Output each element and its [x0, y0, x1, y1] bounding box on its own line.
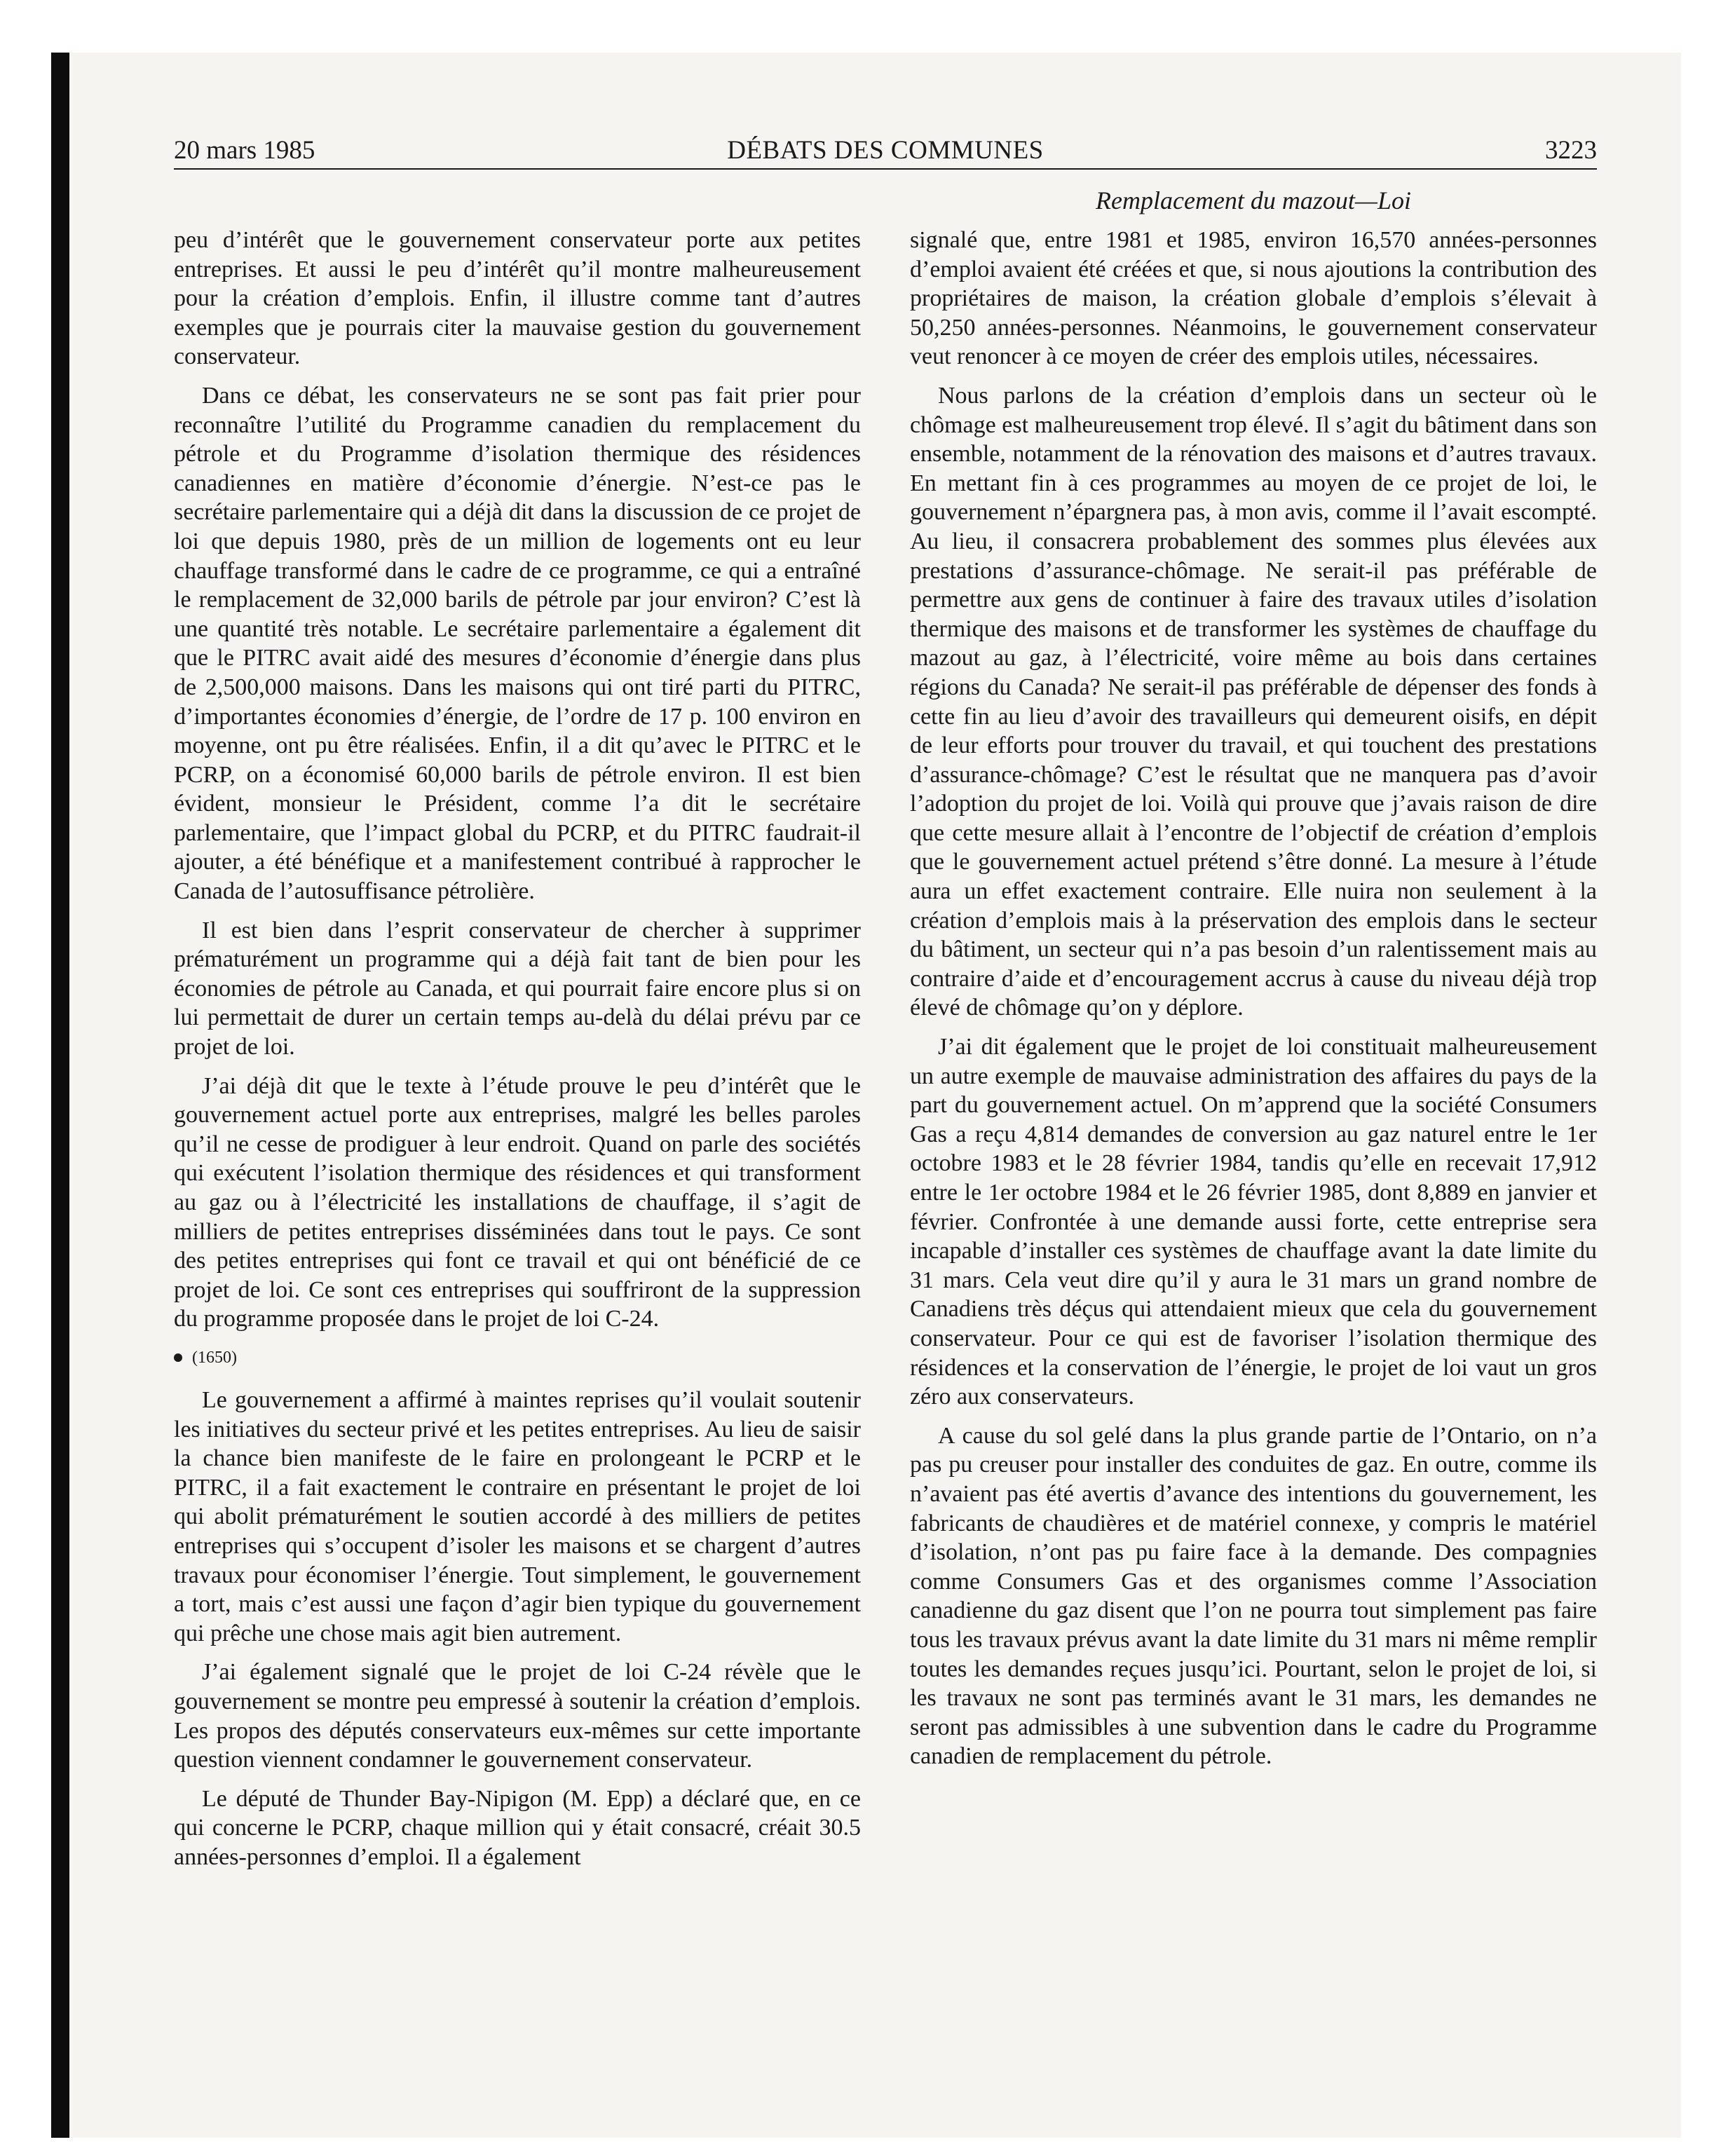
- binding-edge: [51, 53, 69, 2138]
- right-column: [910, 226, 1597, 1781]
- paragraph: J’ai dit également que le projet de loi constituait malheureusement un autre exemple de mauvaise administration des affaires du pays de la part du gouvernement actuel. On m’apprend que la société Consumers Gas a reçu 4,814 demandes de conversion au gaz naturel entre le 1er octobre 1983 et le 28 février 1984, tandis qu’elle en recevait 17,912 entre le 1er octobre 1984 et le 26 février 1985, dont 8,889 en janvier et février. Confrontée à une demande aussi forte, cette entreprise sera incapable d’installer ces systèmes de chauffage avant la date limite du 31 mars. Cela veut dire qu’il y aura le 31 mars un grand nombre de Canadiens très déçus qui attendaient mieux que cela du gouvernement conservateur. Pour ce qui est de favoriser l’isolation thermique des résidences et la conservation de l’énergie, le projet de loi vaut un gros zéro aux conservateurs.: [910, 1034, 1597, 1410]
- page-number: 3223: [1545, 136, 1597, 165]
- paragraph: Nous parlons de la création d’emplois dans un secteur où le chômage est malheureusement trop élevé. Il s’agit du bâtiment dans son ensemble, notamment de la rénovation des maisons et d’autres travaux. En mettant fin à ces programmes au moyen de ce projet de loi, le gouvernement n’épargnera pas, à mon avis, comme il l’avait escompté. Au lieu, il consacrera probablement des sommes plus élevées aux prestations d’assurance-chômage. Ne serait-il pas préférable de permettre aux gens de continuer à faire des travaux utiles d’isolation thermique des maisons et de transformer les systèmes de chauffage du mazout au gaz, à l’électricité, voire même au bois dans certaines régions du Canada? Ne serait-il pas préférable de dépenser des fonds à cette fin au lieu d’avoir des travailleurs qui demeurent oisifs, en dépit de leur efforts pour trouver du travail, et qui touchent des prestations d’assurance-chômage? C’est le résultat que ne manquera pas d’avoir l’adoption du projet de loi. Voilà qui prouve que j’avais raison de dire que cette mesure allait à l’encontre de l’objectif de création d’emplois que le gouvernement actuel prétend s’être donné. La mesure à l’étude aura un effet exactement contraire. Elle nuira non seulement à la création d’emplois mais à la préservation des emplois dans le secteur du bâtiment, un secteur qui n’a pas besoin d’un ralentissement mais au contraire d’aide et d’encouragement accrus à cause du niveau déjà trop élevé de chômage qu’on y déplore.: [910, 382, 1597, 1021]
- paragraph: Le gouvernement a affirmé à maintes reprises qu’il voulait soutenir les initiatives du secteur privé et les petites entreprises. Au lieu de saisir la chance bien manifeste de le faire en prolongeant le PCRP et le PITRC, il a fait exactement le contraire en présentant le projet de loi qui abolit prématurément le soutien accordé à des milliers de petites entreprises qui s’occupent d’isoler les maisons et se chargent d’autres travaux pour économiser l’énergie. Tout simplement, le gouvernement a tort, mais c’est aussi une façon d’agir bien typique du gouvernement qui prêche une chose mais agit bien autrement.: [174, 1386, 861, 1646]
- time-marker: [174, 1344, 861, 1372]
- header-title: DÉBATS DES COMMUNES: [727, 136, 1044, 165]
- time-marker-label: (1650): [192, 1348, 237, 1367]
- paragraph: peu d’intérêt que le gouvernement conservateur porte aux petites entreprises. Et aussi le peu d’intérêt qu’il montre malheureusement pour la création d’emplois. Enfin, il illustre comme tant d’autres exemples que je pourrais citer la mauvaise gestion du gouvernement conservateur.: [174, 227, 861, 370]
- paragraph: J’ai déjà dit que le texte à l’étude prouve le peu d’intérêt que le gouvernement actuel porte aux entreprises, malgré les belles paroles qu’il ne cesse de prodiguer à leur endroit. Quand on parle des sociétés qui exécutent l’isolation thermique des résidences et qui transforment au gaz ou à l’électricité les installations de chauffage, il s’agit de milliers de petites entreprises disséminées dans tout le pays. Ce sont des petites entreprises qui font ce travail et qui ont bénéficié de ce projet de loi. Ce sont ces entreprises qui souffriront de la suppression du programme proposée dans le projet de loi C-24.: [174, 1072, 861, 1332]
- header-date: 20 mars 1985: [174, 136, 315, 165]
- left-column: [174, 226, 861, 1881]
- paragraph: J’ai également signalé que le projet de loi C-24 révèle que le gouvernement se montre peu empressé à soutenir la création d’emplois. Les propos des députés conservateurs eux-mêmes sur cette importante question viennent condamner le gouvernement conservateur.: [174, 1659, 861, 1773]
- section-title: Remplacement du mazout—Loi: [1096, 186, 1411, 214]
- paragraph: Dans ce débat, les conservateurs ne se sont pas fait prier pour reconnaître l’utilité du Programme canadien du remplacement du pétrole et du Programme d’isolation thermique des résidences canadiennes en matière d’économie d’énergie. N’est-ce pas le secrétaire parlementaire qui a déjà dit dans la discussion de ce projet de loi que depuis 1980, près de un million de logements ont eu leur chauffage transformé dans le cadre de ce programme, ce qui a entraîné le remplacement de 32,000 barils de pétrole par jour environ? C’est là une quantité très notable. Le secrétaire parlementaire a également dit que le PITRC avait aidé des mesures d’économie d’énergie dans plus de 2,500,000 maisons. Dans les maisons qui ont tiré parti du PITRC, d’importantes économies d’énergie, de l’ordre de 17 p. 100 environ en moyenne, ont pu être réalisées. Enfin, il a dit qu’avec le PITRC et le PCRP, on a économisé 60,000 barils de pétrole environ. Il est bien évident, monsieur le Président, comme l’a dit le secrétaire parlementaire, que l’impact global du PCRP, et du PITRC faudrait-il ajouter, a été bénéfique et a manifestement contribué à rapprocher le Canada de l’autosuffisance pétrolière.: [174, 382, 861, 905]
- paragraph: Le député de Thunder Bay-Nipigon (M. Epp) a déclaré que, en ce qui concerne le PCRP, chaque million qui y était consacré, créait 30.5 années-personnes d’emploi. Il a également: [174, 1785, 861, 1870]
- paragraph: signalé que, entre 1981 et 1985, environ 16,570 années-personnes d’emploi avaient été créées et que, si nous ajoutions la contribution des propriétaires de maison, la création globale d’emplois s’élevait à 50,250 années-personnes. Néanmoins, le gouvernement conservateur veut renoncer à ce moyen de créer des emplois utiles, nécessaires.: [910, 227, 1597, 370]
- paragraph: Il est bien dans l’esprit conservateur de chercher à supprimer prématurément un programme qui a déjà fait tant de bien pour les économies de pétrole au Canada, et qui pourrait faire encore plus si on lui permettait de durer un certain temps au-delà du délai prévu par ce projet de loi.: [174, 917, 861, 1060]
- running-head: [174, 133, 1597, 170]
- bullet-dot-icon: [174, 1353, 182, 1362]
- paragraph: A cause du sol gelé dans la plus grande partie de l’Ontario, on n’a pas pu creuser pour installer des conduites de gaz. En outre, comme ils n’avaient pas été avertis d’avance des intentions du gouvernement, les fabricants de chaudières et de matériel connexe, y compris le matériel d’isolation, n’ont pas pu faire face à la demande. Des compagnies comme Consumers Gas et des organismes comme l’Association canadienne du gaz disent que l’on ne pourra tout simplement pas faire tous les travaux prévus avant la date limite du 31 mars ni même remplir toutes les demandes reçues jusqu’ici. Pourtant, selon le projet de loi, si les travaux ne sont pas terminés avant le 31 mars, les demandes ne seront pas admissibles à une subvention dans le cadre du Programme canadien de remplacement du pétrole.: [910, 1422, 1597, 1770]
